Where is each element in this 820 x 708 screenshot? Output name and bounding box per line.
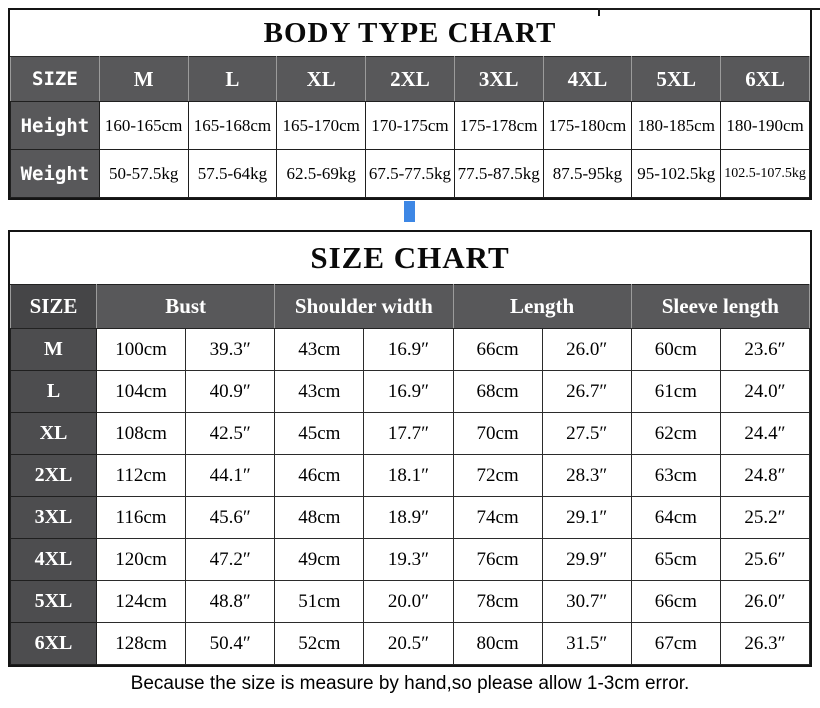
tables-gap bbox=[0, 200, 820, 230]
table-cell: 51cm bbox=[275, 581, 364, 623]
table-cell: 16.9″ bbox=[364, 371, 453, 413]
table-cell: 29.9″ bbox=[542, 539, 631, 581]
table-cell: 50.4″ bbox=[186, 623, 275, 665]
table-cell: 160-165cm bbox=[99, 102, 188, 150]
table-cell: 180-185cm bbox=[632, 102, 721, 150]
row-label: 3XL bbox=[11, 497, 97, 539]
table-cell: 72cm bbox=[453, 455, 542, 497]
table-cell: 62cm bbox=[631, 413, 720, 455]
table-cell: 66cm bbox=[631, 581, 720, 623]
table-cell: 76cm bbox=[453, 539, 542, 581]
table-cell: 18.1″ bbox=[364, 455, 453, 497]
table-cell: 19.3″ bbox=[364, 539, 453, 581]
table-cell: 104cm bbox=[97, 371, 186, 413]
table-cell: 17.7″ bbox=[364, 413, 453, 455]
table-cell: 165-168cm bbox=[188, 102, 277, 150]
weight-row bbox=[11, 150, 810, 198]
table-cell: 47.2″ bbox=[186, 539, 275, 581]
table-cell: 100cm bbox=[97, 329, 186, 371]
cropped-content-edge bbox=[598, 8, 820, 10]
size-row-5xl bbox=[11, 581, 810, 623]
table-cell: 48.8″ bbox=[186, 581, 275, 623]
table-cell: 65cm bbox=[631, 539, 720, 581]
size-row-2xl bbox=[11, 455, 810, 497]
table-cell: 24.4″ bbox=[720, 413, 809, 455]
size-row-m bbox=[11, 329, 810, 371]
table-cell: 31.5″ bbox=[542, 623, 631, 665]
table-cell: 39.3″ bbox=[186, 329, 275, 371]
table-cell: 108cm bbox=[97, 413, 186, 455]
table-cell: 70cm bbox=[453, 413, 542, 455]
measurement-disclaimer: Because the size is measure by hand,so please allow 1-3cm error. bbox=[130, 673, 690, 694]
size-header-cell-3xl: 3XL bbox=[454, 57, 543, 102]
size-chart bbox=[8, 230, 812, 667]
table-cell: 20.5″ bbox=[364, 623, 453, 665]
row-label: XL bbox=[11, 413, 97, 455]
table-cell: 112cm bbox=[97, 455, 186, 497]
table-cell: 102.5-107.5kg bbox=[721, 150, 810, 198]
table-cell: 45cm bbox=[275, 413, 364, 455]
size-header-cell-4xl: 4XL bbox=[543, 57, 632, 102]
body-type-chart bbox=[8, 8, 812, 200]
table-cell: 24.0″ bbox=[720, 371, 809, 413]
table-cell: 180-190cm bbox=[721, 102, 810, 150]
table-cell: 52cm bbox=[275, 623, 364, 665]
table-cell: 63cm bbox=[631, 455, 720, 497]
table-cell: 120cm bbox=[97, 539, 186, 581]
table-cell: 128cm bbox=[97, 623, 186, 665]
bust-column-header: Bust bbox=[97, 285, 275, 329]
size-header-cell-5xl: 5XL bbox=[632, 57, 721, 102]
table-cell: 45.6″ bbox=[186, 497, 275, 539]
table-cell: 26.0″ bbox=[542, 329, 631, 371]
size-row-3xl bbox=[11, 497, 810, 539]
table-cell: 29.1″ bbox=[542, 497, 631, 539]
size-chart-title: SIZE CHART bbox=[310, 240, 510, 275]
row-label: 5XL bbox=[11, 581, 97, 623]
cropped-content-tick bbox=[598, 8, 600, 16]
table-cell: 68cm bbox=[453, 371, 542, 413]
table-cell: 62.5-69kg bbox=[277, 150, 366, 198]
table-cell: 50-57.5kg bbox=[99, 150, 188, 198]
table-header-row bbox=[11, 285, 810, 329]
size-header-cell-m: M bbox=[99, 57, 188, 102]
table-cell: 26.0″ bbox=[720, 581, 809, 623]
table-cell: 48cm bbox=[275, 497, 364, 539]
table-cell: 16.9″ bbox=[364, 329, 453, 371]
table-cell: 175-180cm bbox=[543, 102, 632, 150]
size-chart-table bbox=[10, 284, 810, 665]
table-cell: 67.5-77.5kg bbox=[366, 150, 455, 198]
table-cell: 27.5″ bbox=[542, 413, 631, 455]
table-cell: 80cm bbox=[453, 623, 542, 665]
table-cell: 170-175cm bbox=[366, 102, 455, 150]
table-cell: 43cm bbox=[275, 371, 364, 413]
table-cell: 87.5-95kg bbox=[543, 150, 632, 198]
table-cell: 24.8″ bbox=[720, 455, 809, 497]
table-cell: 26.3″ bbox=[720, 623, 809, 665]
table-cell: 28.3″ bbox=[542, 455, 631, 497]
sleeve-length-column-header: Sleeve length bbox=[631, 285, 809, 329]
size-row-xl bbox=[11, 413, 810, 455]
table-cell: 78cm bbox=[453, 581, 542, 623]
size-header-cell-l: L bbox=[188, 57, 277, 102]
size-header-cell-6xl: 6XL bbox=[721, 57, 810, 102]
table-cell: 61cm bbox=[631, 371, 720, 413]
table-cell: 116cm bbox=[97, 497, 186, 539]
table-cell: 43cm bbox=[275, 329, 364, 371]
row-label: M bbox=[11, 329, 97, 371]
table-cell: 46cm bbox=[275, 455, 364, 497]
table-cell: 25.2″ bbox=[720, 497, 809, 539]
table-cell: 26.7″ bbox=[542, 371, 631, 413]
size-row-l bbox=[11, 371, 810, 413]
table-cell: 57.5-64kg bbox=[188, 150, 277, 198]
size-column-header: SIZE bbox=[11, 285, 97, 329]
table-cell: 66cm bbox=[453, 329, 542, 371]
blue-divider-marker bbox=[404, 201, 415, 222]
table-header-row bbox=[11, 57, 810, 102]
table-cell: 30.7″ bbox=[542, 581, 631, 623]
body-type-chart-title: BODY TYPE CHART bbox=[263, 17, 557, 49]
table-cell: 67cm bbox=[631, 623, 720, 665]
weight-row-label: Weight bbox=[11, 150, 100, 198]
size-row-4xl bbox=[11, 539, 810, 581]
row-label: 2XL bbox=[11, 455, 97, 497]
table-cell: 44.1″ bbox=[186, 455, 275, 497]
size-guide-image bbox=[0, 8, 820, 708]
row-label: 6XL bbox=[11, 623, 97, 665]
table-cell: 42.5″ bbox=[186, 413, 275, 455]
row-label: 4XL bbox=[11, 539, 97, 581]
table-cell: 60cm bbox=[631, 329, 720, 371]
table-cell: 77.5-87.5kg bbox=[454, 150, 543, 198]
size-header-cell-xl: XL bbox=[277, 57, 366, 102]
table-cell: 20.0″ bbox=[364, 581, 453, 623]
size-column-header: SIZE bbox=[11, 57, 100, 102]
row-label: L bbox=[11, 371, 97, 413]
height-row-label: Height bbox=[11, 102, 100, 150]
body-type-table bbox=[10, 56, 810, 198]
table-cell: 40.9″ bbox=[186, 371, 275, 413]
size-row-6xl bbox=[11, 623, 810, 665]
table-cell: 175-178cm bbox=[454, 102, 543, 150]
table-cell: 18.9″ bbox=[364, 497, 453, 539]
shoulder-width-column-header: Shoulder width bbox=[275, 285, 453, 329]
size-header-cell-2xl: 2XL bbox=[366, 57, 455, 102]
table-cell: 124cm bbox=[97, 581, 186, 623]
table-cell: 165-170cm bbox=[277, 102, 366, 150]
height-row bbox=[11, 102, 810, 150]
table-cell: 49cm bbox=[275, 539, 364, 581]
table-cell: 95-102.5kg bbox=[632, 150, 721, 198]
table-cell: 23.6″ bbox=[720, 329, 809, 371]
table-cell: 74cm bbox=[453, 497, 542, 539]
length-column-header: Length bbox=[453, 285, 631, 329]
table-cell: 25.6″ bbox=[720, 539, 809, 581]
table-cell: 64cm bbox=[631, 497, 720, 539]
